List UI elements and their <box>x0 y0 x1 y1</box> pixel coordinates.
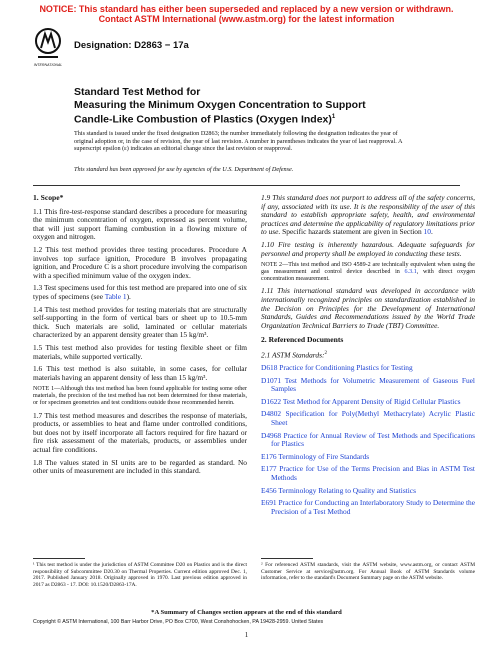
dod-approval: This standard has been approved for use by agencies of the U.S. Department of Defense. <box>74 166 294 173</box>
astm-logo <box>33 26 63 74</box>
references-heading: 2. Referenced Documents <box>261 335 344 345</box>
reference-title[interactable]: Practice for Annual Review of Test Methods and Specifications for Plastics <box>271 430 475 449</box>
reference-code[interactable]: D618 <box>261 363 278 373</box>
footnote-1: ¹ This test method is under the jurisdiction of ASTM Committee D20 on Plastics and is the direct responsibility of Subcommittee D20.30 on Thermal Properties. Current edition approved Dec. 1, 2017. Published January 2018. Originally approved in 1970. Last previous edition approved in 2017 as D2863 - 17. DOI: 10.1520/D2863-17A. <box>33 562 247 588</box>
section-6-3-1-link[interactable]: 6.3.1 <box>404 269 417 276</box>
summary-of-changes-note: *A Summary of Changes section appears at the end of this standard <box>151 609 342 616</box>
reference-title[interactable]: Specification for Poly(Methyl Methacrylate) Acrylic Plastic Sheet <box>271 409 475 428</box>
reference-code[interactable]: D4968 <box>261 430 282 440</box>
left-column <box>33 194 247 480</box>
reference-item[interactable] <box>261 398 475 407</box>
reference-code[interactable]: D1071 <box>261 375 282 385</box>
reference-code[interactable]: E176 <box>261 451 277 461</box>
designation: Designation: D2863 − 17a <box>74 40 189 51</box>
para-1-4: 1.4 This test method provides for testing materials that are structurally self-supporting in the form of vertical bars or sheet up to 10.5-mm thick. Such materials are solid, laminated or cellular materials characterized by an apparent density greater than 15 kg/m³. <box>33 304 247 340</box>
footnote-rule-right <box>261 558 313 559</box>
reference-code[interactable]: D1622 <box>261 396 282 406</box>
para-1-5: 1.5 This test method also provides for testing flexible sheet or film materials, while supported vertically. <box>33 342 247 361</box>
reference-item[interactable] <box>261 465 475 482</box>
notice-line-1: NOTICE: This standard has either been superseded and replaced by a new version or withdrawn. <box>39 4 454 14</box>
reference-title[interactable]: Test Method for Apparent Density of Rigid Cellular Plastics <box>282 396 461 406</box>
para-1-8: 1.8 The values stated in SI units are to be regarded as standard. No other units of measurement are included in this standard. <box>33 457 247 476</box>
reference-item[interactable] <box>261 487 475 496</box>
reference-item[interactable] <box>261 499 475 516</box>
withdrawal-notice <box>0 4 493 24</box>
para-1-6: 1.6 This test method is also suitable, in some cases, for cellular materials having an apparent density of less than 15 kg/m³. <box>33 364 247 382</box>
document-title <box>74 86 414 126</box>
note-2: NOTE 2—This test method and ISO 4589-2 are technically equivalent when using the gas measurement and control device described in 6.3.1, with direct oxygen concentration measurement. <box>261 262 475 283</box>
footnote-rule-left <box>33 558 85 559</box>
right-column <box>261 194 475 520</box>
title-line-1: Standard Test Method for <box>74 86 201 98</box>
para-1-2: 1.2 This test method provides three testing procedures. Procedure A involves top surface ignition, Procedure B involves propagating ignition, and Procedure C is a short procedure involving the comparison with a specified minimum value of the oxygen index. <box>33 244 247 280</box>
para-1-7: 1.7 This test method measures and describes the response of materials, products, or assemblies to heat and flame under controlled conditions, but does not by itself incorporate all factors required for fire hazard or fire risk assessment of the materials, products, or assemblies under actual fire conditions. <box>33 410 247 454</box>
reference-item[interactable] <box>261 410 475 427</box>
astm-standards-label: 2.1 ASTM Standards:$^2$ <box>261 350 327 360</box>
table-1-link[interactable]: Table 1 <box>104 291 127 301</box>
reference-code[interactable]: E691 <box>261 498 277 508</box>
scope-heading: 1. Scope* <box>33 193 64 202</box>
reference-code[interactable]: E177 <box>261 464 277 474</box>
reference-item[interactable] <box>261 364 475 373</box>
para-1-10: 1.10 Fire testing is inherently hazardous. Adequate safeguards for personnel and property shall be employed in conducting these tests. <box>261 239 475 258</box>
issuance-note: This standard is issued under the fixed designation D2863; the number immediately following the designation indicates the year of original adoption or, in the case of revision, the year of last revision. A number in parentheses indicates the year of last reapproval. A superscript epsilon (ε) indicates an editorial change since the last revision or reapproval. <box>74 130 403 153</box>
divider-top <box>33 185 460 186</box>
reference-title[interactable]: Test Methods for Volumetric Measurement of Gaseous Fuel Samples <box>271 375 475 394</box>
reference-title[interactable]: Practice for Use of the Terms Precision and Bias in ASTM Test Methods <box>271 464 475 482</box>
section-10-link[interactable]: 10 <box>423 227 431 237</box>
footnote-2: ² For referenced ASTM standards, visit the ASTM website, www.astm.org, or contact ASTM Customer Service at service@astm.org. For Annual Book of ASTM Standards volume information, refer to the standard's Document Summary page on the ASTM website. <box>261 562 475 582</box>
reference-title[interactable]: Terminology of Fire Standards <box>278 451 370 461</box>
reference-code[interactable]: D4802 <box>261 409 282 419</box>
reference-title[interactable]: Practice for Conditioning Plastics for Testing <box>279 363 413 373</box>
reference-item[interactable] <box>261 453 475 462</box>
note-1: NOTE 1—Although this test method has been found applicable for testing some other materials, the precision of the test method has not been determined for these materials, or for specimen geometries and test conditions outside those recommended herein. <box>33 386 247 407</box>
copyright-line: Copyright © ASTM International, 100 Barr Harbor Drive, PO Box C700, West Conshohocken, PA 19428-2959. United States <box>33 619 324 625</box>
notice-line-2: Contact ASTM International (www.astm.org) for the latest information <box>98 14 395 24</box>
para-1-3: 1.3 Test specimens used for this test method are prepared into one of six types of specimens (see Table 1). <box>33 283 247 301</box>
para-1-11: 1.11 This international standard was developed in accordance with internationally recognized principles on standardization established in the Decision on Principles for the Development of International Standards, Guides and Recommendations issued by the World Trade Organization Technical Barriers to Trade (TBT) Committee. <box>261 286 475 330</box>
reference-item[interactable] <box>261 432 475 449</box>
para-1-1: 1.1 This fire-test-response standard describes a procedure for measuring the minimum concentration of oxygen, expressed as percent volume, that will just support flaming combustion in a flowing mixture of oxygen and nitrogen. <box>33 206 247 242</box>
para-1-9: 1.9 This standard does not purport to address all of the safety concerns, if any, associated with its use. It is the responsibility of the user of this standard to establish appropriate safety, health, and environmental practices and determine the applicability of regulatory limitations prior to use. Specific hazards statement are given in Section 10. <box>261 193 475 237</box>
reference-item[interactable] <box>261 377 475 394</box>
page-number: 1 <box>244 631 249 639</box>
reference-title[interactable]: Practice for Conducting an Interlaboratory Study to Determine the Precision of a Test Method <box>271 498 475 516</box>
reference-title[interactable]: Terminology Relating to Quality and Statistics <box>278 485 416 495</box>
logo-wordmark: INTERNATIONAL <box>33 63 63 67</box>
title-line-3: Candle-Like Combustion of Plastics (Oxygen Index)$^1$ <box>74 113 336 126</box>
reference-list <box>261 364 475 516</box>
reference-code[interactable]: E456 <box>261 485 277 495</box>
title-line-2: Measuring the Minimum Oxygen Concentration to Support <box>74 98 366 111</box>
